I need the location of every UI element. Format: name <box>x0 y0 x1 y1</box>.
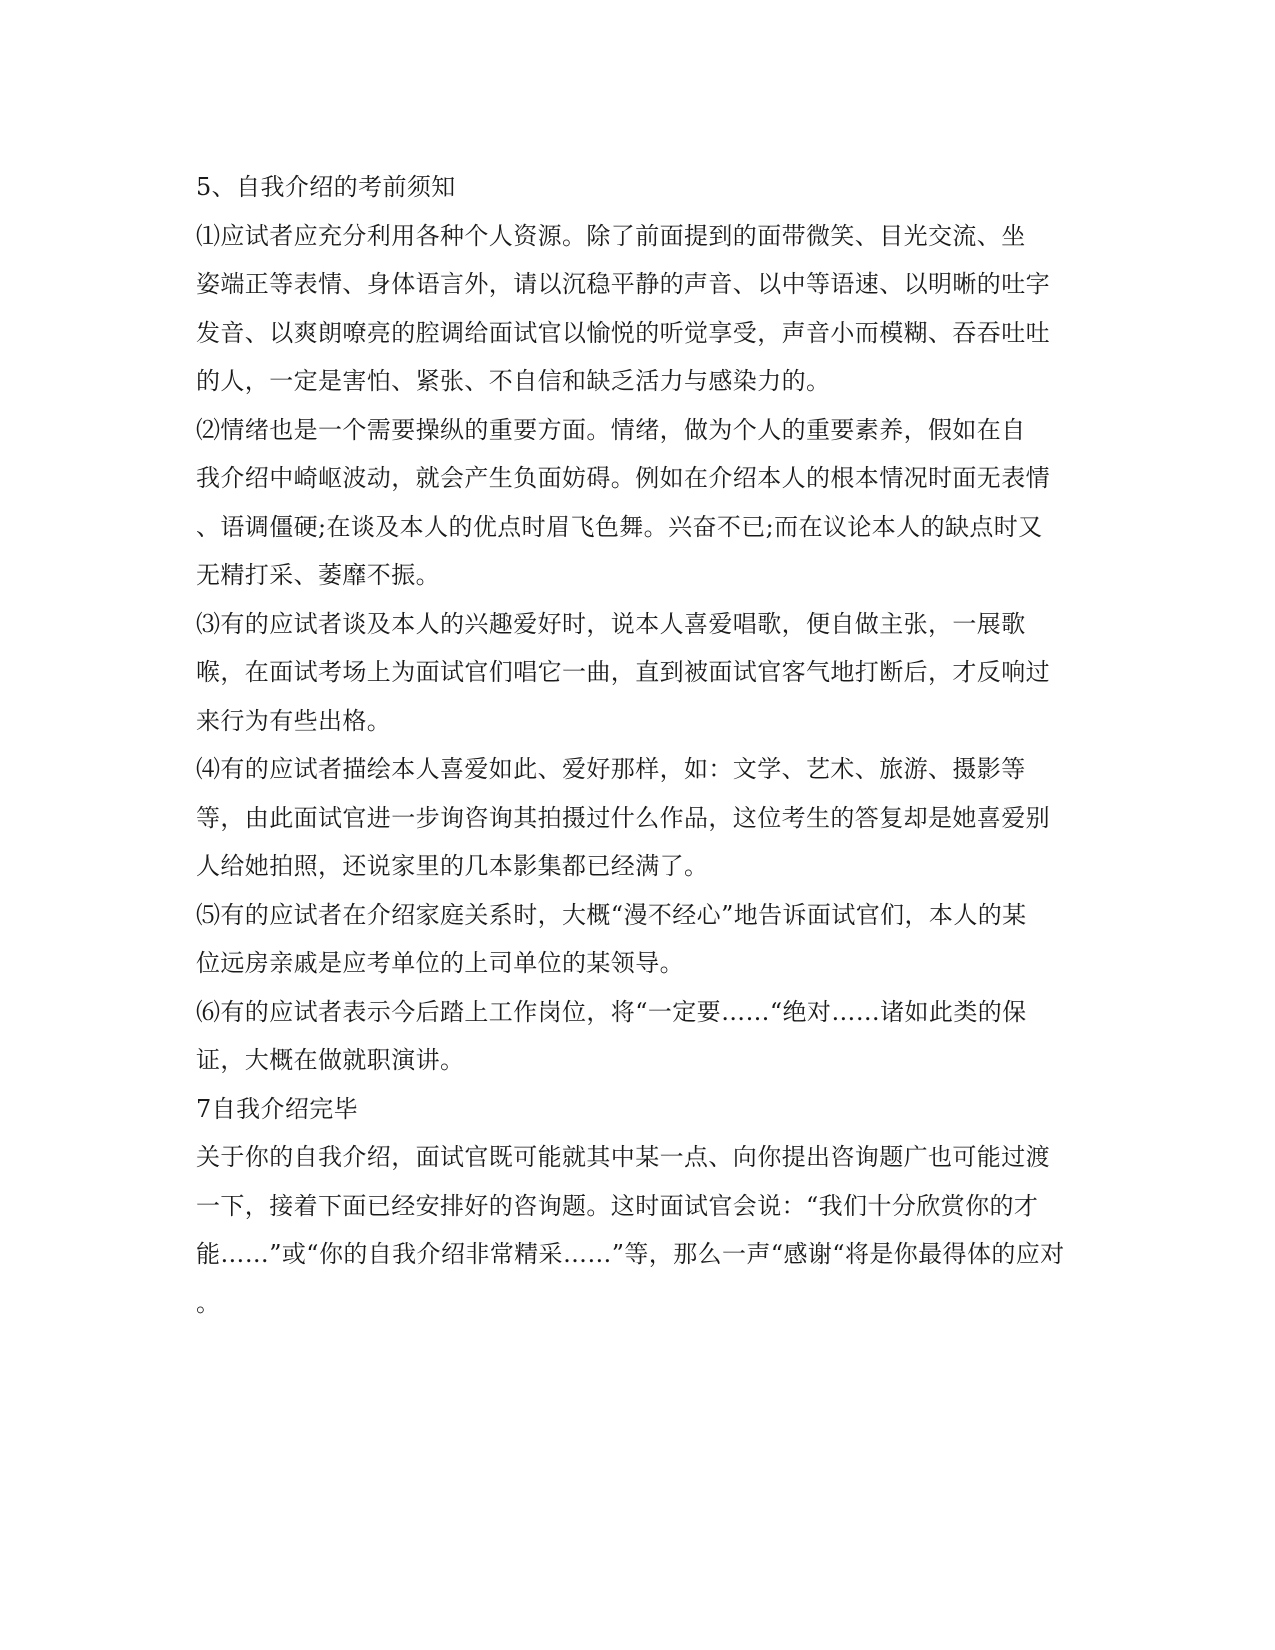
paragraph-2-line: 我介绍中崎岖波动，就会产生负面妨碍。例如在介绍本人的根本情况时面无表情 <box>196 464 1050 492</box>
section-heading: 7自我介绍完毕 <box>196 1094 359 1123</box>
paragraph-3-line: ⑶有的应试者谈及本人的兴趣爱好时，说本人喜爱唱歌，便自做主张，一展歌 <box>196 609 1026 638</box>
paragraph-1-line: 姿端正等表情、身体语言外，请以沉稳平静的声音、以中等语速、以明晰的吐字 <box>196 270 1050 298</box>
paragraph-2-line: 无精打采、萎靡不振。 <box>196 561 440 589</box>
paragraph-7-line: 能……”或“你的自我介绍非常精采……”等，那么一声“感谢“将是你最得体的应对 <box>196 1240 1065 1268</box>
paragraph-7-line: 关于你的自我介绍，面试官既可能就其中某一点、向你提出咨询题广也可能过渡 <box>196 1143 1050 1171</box>
paragraph-6-line: ⑹有的应试者表示今后踏上工作岗位，将“一定要……“绝对……诸如此类的保 <box>196 997 1027 1026</box>
paragraph-1-line: ⑴应试者应充分利用各种个人资源。除了前面提到的面带微笑、目光交流、坐 <box>196 221 1026 250</box>
paragraph-4-line: 人给她拍照，还说家里的几本影集都已经满了。 <box>196 852 709 880</box>
paragraph-7-line: 一下，接着下面已经安排好的咨询题。这时面试官会说：“我们十分欣赏你的才 <box>196 1191 1039 1220</box>
paragraph-2-line: ⑵情绪也是一个需要操纵的重要方面。情绪，做为个人的重要素养，假如在自 <box>196 415 1026 444</box>
paragraph-5-line: ⑸有的应试者在介绍家庭关系时，大概“漫不经心”地告诉面试官们，本人的某 <box>196 900 1027 929</box>
paragraph-1-line: 发音、以爽朗嘹亮的腔调给面试官以愉悦的听觉享受，声音小而模糊、吞吞吐吐 <box>196 318 1050 347</box>
paragraph-4-line: 等，由此面试官进一步询咨询其拍摄过什么作品，这位考生的答复却是她喜爱别 <box>196 803 1050 832</box>
paragraph-3-line: 喉，在面试考场上为面试官们唱它一曲，直到被面试官客气地打断后，才反响过 <box>196 658 1050 686</box>
paragraph-1-line: 的人，一定是害怕、紧张、不自信和缺乏活力与感染力的。 <box>196 367 831 395</box>
paragraph-4-line: ⑷有的应试者描绘本人喜爱如此、爱好那样，如：文学、艺术、旅游、摄影等 <box>196 755 1026 783</box>
document-body <box>196 163 1076 1327</box>
section-heading: 5、自我介绍的考前须知 <box>196 173 456 201</box>
paragraph-7-line: 。 <box>196 1288 221 1317</box>
paragraph-6-line: 证，大概在做就职演讲。 <box>196 1046 465 1074</box>
paragraph-5-line: 位远房亲戚是应考单位的上司单位的某领导。 <box>196 949 684 977</box>
paragraph-2-line: 、语调僵硬;在谈及本人的优点时眉飞色舞。兴奋不已;而在议论本人的缺点时又 <box>196 512 1043 541</box>
paragraph-3-line: 来行为有些出格。 <box>196 706 392 735</box>
